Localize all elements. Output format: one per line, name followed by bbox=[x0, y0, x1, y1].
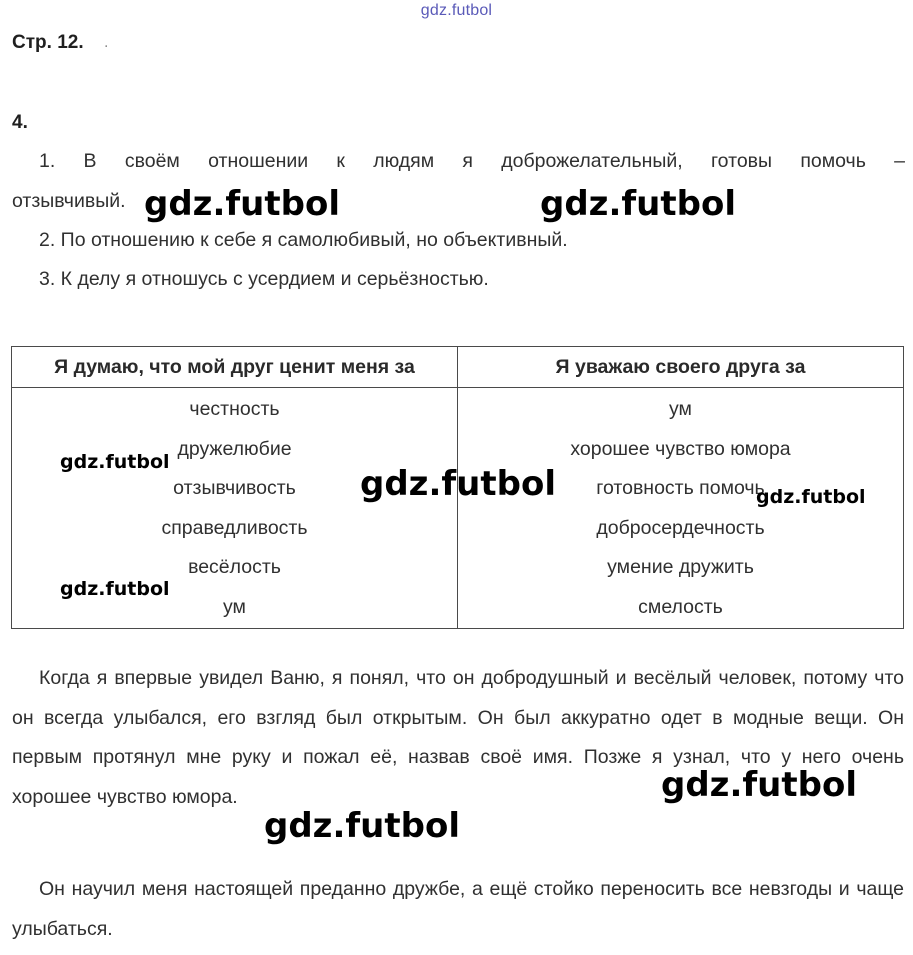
list-item: ум bbox=[669, 398, 692, 420]
watermark-7: gdz.futbol bbox=[661, 765, 857, 805]
list-item: справедливость bbox=[161, 516, 308, 539]
table-header-left: Я думаю, что мой друг ценит меня за bbox=[12, 347, 458, 388]
watermark-6: gdz.futbol bbox=[60, 578, 170, 600]
list-item: отзывчивость bbox=[173, 477, 296, 500]
list-item: смелость bbox=[638, 595, 723, 618]
page-dot: . bbox=[104, 34, 109, 51]
list-item: честность bbox=[189, 398, 280, 420]
list-item: дружелюбие bbox=[177, 437, 292, 460]
watermark-top: gdz.futbol bbox=[420, 2, 493, 19]
watermark-1: gdz.futbol bbox=[144, 184, 340, 224]
list-item: добросердечность bbox=[596, 516, 765, 539]
item-1-line-2: отзывчивый. bbox=[12, 190, 126, 212]
list-item: ум bbox=[223, 595, 246, 618]
watermark-4: gdz.futbol bbox=[360, 464, 556, 504]
list-item: весёлость bbox=[188, 556, 281, 579]
watermark-3: gdz.futbol bbox=[60, 451, 170, 473]
item-2: 2. По отношению к себе я самолюбивый, но объективный. bbox=[39, 229, 568, 251]
watermark-8: gdz.futbol bbox=[264, 806, 460, 846]
paragraph-2: Он научил меня настоящей преданно дружбе, а ещё стойко переносить все невзгоды и чаще улыбаться. bbox=[12, 878, 904, 940]
list-item: умение дружить bbox=[607, 556, 754, 579]
watermark-2: gdz.futbol bbox=[540, 184, 736, 224]
list-item: хорошее чувство юмора bbox=[570, 437, 791, 460]
paragraph-1: Когда я впервые увидел Ваню, я понял, что он добродушный и весёлый человек, потому что он всегда улыбался, его взгляд был открытым. Он был аккуратно одет в модные вещи. Он первым протянул мне руку и пожал её, назвав своё имя. Позже я узнал, что у него очень хорошее чувство юмора. bbox=[12, 667, 904, 808]
item-1-line-1: 1. В своём отношении к людям я доброжелательный, готовы помочь – bbox=[39, 150, 905, 172]
page-number: Стр. 12. bbox=[12, 32, 84, 53]
item-3: 3. К делу я отношусь с усердием и серьёзностью. bbox=[39, 268, 489, 290]
list-item: готовность помочь bbox=[596, 477, 765, 500]
watermark-5: gdz.futbol bbox=[756, 486, 866, 508]
table-header-right: Я уважаю своего друга за bbox=[458, 347, 904, 388]
task-number: 4. bbox=[12, 112, 28, 133]
